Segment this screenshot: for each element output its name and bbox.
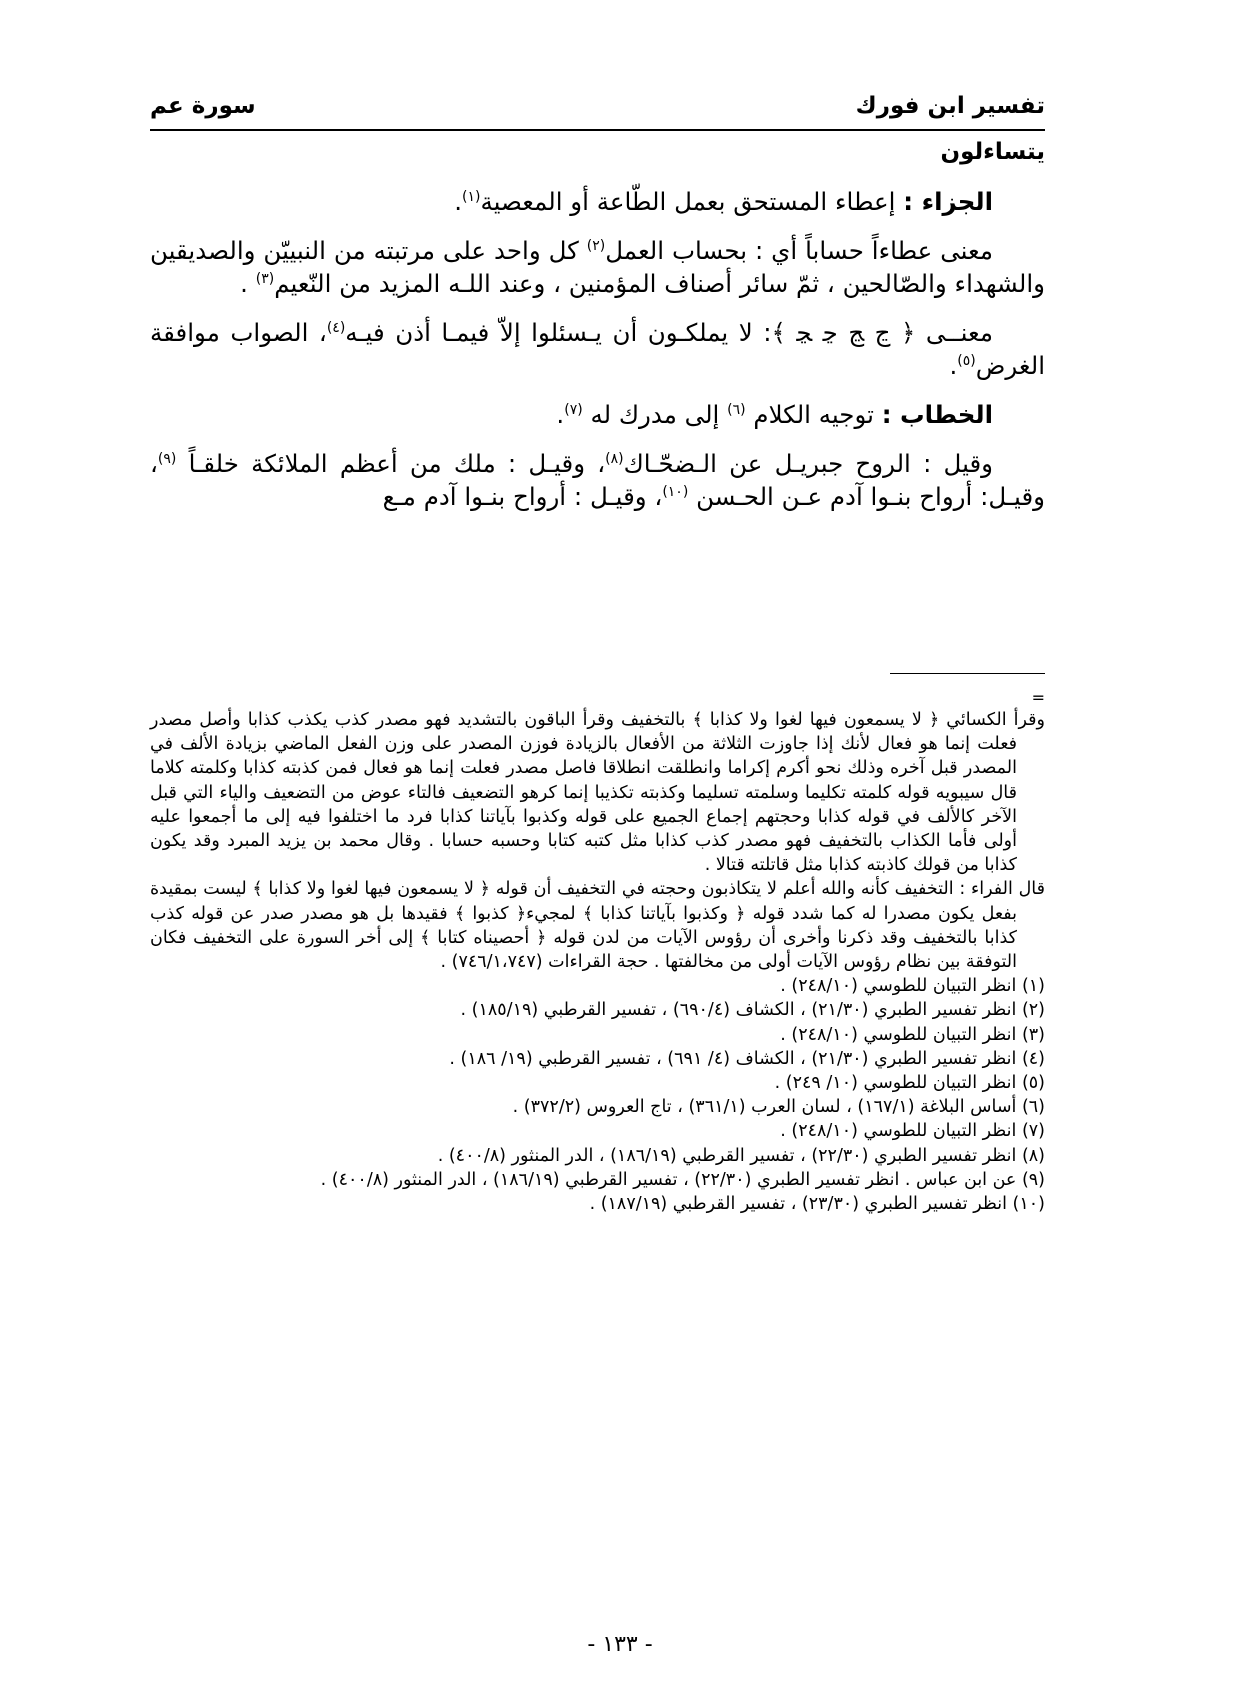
footnote-separator [890,673,1045,674]
paragraph-ruh [150,447,1045,513]
footnote-item [150,1168,1045,1192]
p5-text-d: ، وقيـل : أرواح بنـوا آدم مـع [382,482,663,511]
footnote-item [150,998,1045,1022]
footnote-ref-1[interactable]: (١) [462,188,481,205]
footnote-ref-2[interactable]: (٢) [586,237,606,254]
footnote-continuation-2: قال الفراء : التخفيف كأنه والله أعلم لا يتكاذبون وحجته في التخفيف أن قوله ﴿ لا يسمعون فيها لغوا ولا كذابا ﴾ ليست بمقيدة بفعل يكون مصدرا له كما شدد قوله ﴿ وكذبوا بآياتنا كذابا ﴾ لمجيء﴿ كذبوا ﴾ فقيدها بل هو مصدر صدر عن قوله كذب كذابا بالتخفيف وقد ذكرنا وأخرى أن رؤوس الآيات من لدن قوله ﴿ أحصيناه كتابا ﴾ إلى أخر السورة على التخفيف فكان التوفقة بين نظام رؤوس الآيات أولى من مخالفتها . حجة القراءات (٧٤٦/١،٧٤٧) . [150,879,1045,973]
p3-text-c: ، الصواب موافقة الغرض [150,318,1045,380]
quran-open-brace: ﴿ [901,318,916,347]
footnote-item [150,974,1045,998]
footnote-number: (٧) [1021,1121,1045,1142]
footnote-number: (٥) [1021,1073,1045,1094]
p4-end: . [556,400,565,429]
p3-text-b: : لا يملكـون أن يـسئلوا إلاّ فيمـا أذن فيـه [345,318,772,347]
footnote-number: (٢) [1021,1000,1045,1021]
footnote-number: (٨) [1021,1145,1045,1166]
footnote-text: انظر تفسير الطبري (٢١/٣٠) ، الكشاف (٤/ ٦٩١) ، تفسير القرطبي (١٩/ ١٨٦) . [449,1048,1022,1069]
footnote-item [150,1144,1045,1168]
quran-verse-glyphs: ﭶ ﭷ ﭸ ﭹ [796,318,891,347]
footnote-list [150,974,1045,1216]
term-jaza: الجزاء : [903,187,993,216]
footnote-number: (١٠) [1012,1194,1045,1215]
running-header [150,82,1045,130]
paragraph-ataa [150,234,1045,300]
footnote-ref-3[interactable]: (٣) [255,270,275,287]
footnote-text: عن ابن عباس . انظر تفسير الطبري (٢٢/٣٠) ، تفسير القرطبي (١٨٦/١٩) ، الدر المنثور (٤٠٠/٨) . [320,1169,1022,1190]
footnote-number: (١) [1021,976,1045,997]
footnote-text: انظر تفسير الطبري (٢٣/٣٠) ، تفسير القرطبي (١٨٧/١٩) . [589,1194,1013,1215]
term-khitab: الخطاب : [881,400,993,429]
footnote-item [150,1119,1045,1143]
p1-end: . [454,187,462,216]
p2-text-b: كل واحد على مرتبته من النبييّن والصديقين والشهداء والصّالحين ، ثمّ سائر أصناف المؤمنين ، وعند اللـه المزيد من النّعيم [150,236,1045,298]
footnote-text: انظر التبيان للطوسي (٢٤٨/١٠) . [780,1024,1022,1045]
footnote-ref-7[interactable]: (٧) [564,401,583,418]
paragraph-khitab [150,398,1045,431]
footnote-item [150,1047,1045,1071]
p5-text-c: ، وقيـل: أرواح بنـوا آدم عـن الحـسن [150,449,1045,511]
header-rule [150,129,1045,131]
surah-name: سورة عم [150,93,256,119]
footnote-text: انظر تفسير الطبري (٢٢/٣٠) ، تفسير القرطبي (١٨٦/١٩) ، الدر المنثور (٤٠٠/٨) . [437,1145,1022,1166]
footnote-item [150,1023,1045,1047]
footnote-ref-6[interactable]: (٦) [727,401,746,418]
main-text [150,136,1045,529]
paragraph-quran-verse [150,316,1045,382]
p2-text-a: معنى عطاءاً حساباً أي : بحساب العمل [605,236,994,265]
footnote-ref-10[interactable]: (١٠) [662,483,689,500]
footnote-continuation-1: وقرأ الكسائي ﴿ لا يسمعون فيها لغوا ولا كذابا ﴾ بالتخفيف وقرأ الباقون بالتشديد فهو مصدر كذب يكذب كذابا وأصل مصدر فعلت إنما هو فعال لأنك إذا جاوزت الثلاثة من الأفعال بالزيادة فوزن المصدر على وزن الفعل الماضي بزيادة الألف في المصدر قبل آخره وذلك نحو أكرم إكراما وانطلقت انطلاقا فاصل مصدر فعلت إنما هو فعال فمن كذبته كذابا وكلمته كلاما قال سيبويه قوله كلمته تكليما وسلمته تسليما وكذبته تكذيبا إنما كرهو التضعيف فالتاء عوض من التضعيف والياء التي قبل الآخر كالألف في قوله كذابا وحجتهم إجماع الجميع على قوله وكذبوا بآياتنا كذابا فرد ما اختلفوا فيه إلى ما أجمعوا عليه أولى فأما الكذاب بالتخفيف فهو مصدر كذب كذابا مثل كتبه كتابا وحسبه حسابا . وقال محمد بن يزيد المبرد وقد يكون كذابا من قولك كاذبته كذابا مثل قاتلته قتالا . [150,710,1045,876]
p4-text-a: توجيه الكلام [745,400,882,429]
footnote-number: (٣) [1021,1024,1045,1045]
p5-text-b: ، وقيـل : ملك من أعظم الملائكة خلقـاً [176,449,606,478]
p2-end: . [240,269,256,298]
footnote-number: (٩) [1021,1169,1045,1190]
footnote-number: (٦) [1021,1097,1045,1118]
footnote-item [150,1071,1045,1095]
p3-text-a: معنــى [915,318,993,347]
footnote-ref-9[interactable]: (٩) [157,450,177,467]
p4-text-b: إلى مدرك له [582,400,728,429]
footnotes [150,688,1045,1216]
footnote-text: انظر التبيان للطوسي (٢٤٨/١٠) . [780,976,1022,997]
heading-word: يتساءلون [940,139,1045,165]
footnote-ref-4[interactable]: (٤) [326,319,346,336]
page-number: - ١٣٣ - [587,1632,653,1657]
book-title: تفسير ابن فورك [855,93,1045,119]
continuation-mark: = [1031,688,1045,707]
footnote-text: أساس البلاغة (١٦٧/١) ، لسان العرب (٣٦١/١) ، تاج العروس (٣٧٢/٢) . [512,1097,1022,1118]
footnote-text: انظر التبيان للطوسي (٢٤٨/١٠) . [780,1121,1022,1142]
p1-text: إعطاء المستحق بعمل الطّاعة أو المعصية [480,187,904,216]
p3-end: . [949,351,958,380]
footnote-text: انظر تفسير الطبري (٢١/٣٠) ، الكشاف (٦٩٠/٤) ، تفسير القرطبي (١٨٥/١٩) . [460,1000,1022,1021]
footnote-text: انظر التبيان للطوسي (١٠/ ٢٤٩) . [774,1073,1022,1094]
footnote-number: (٤) [1021,1048,1045,1069]
paragraph-jaza [150,185,1045,218]
p5-text-a: وقيل : الروح جبريـل عن الـضحّـاك [623,449,994,478]
footnote-item [150,1095,1045,1119]
footnote-item [150,1192,1045,1216]
footnote-ref-8[interactable]: (٨) [605,450,624,467]
quran-close-brace: ﴾ [771,318,786,347]
footnote-ref-5[interactable]: (٥) [957,352,976,369]
